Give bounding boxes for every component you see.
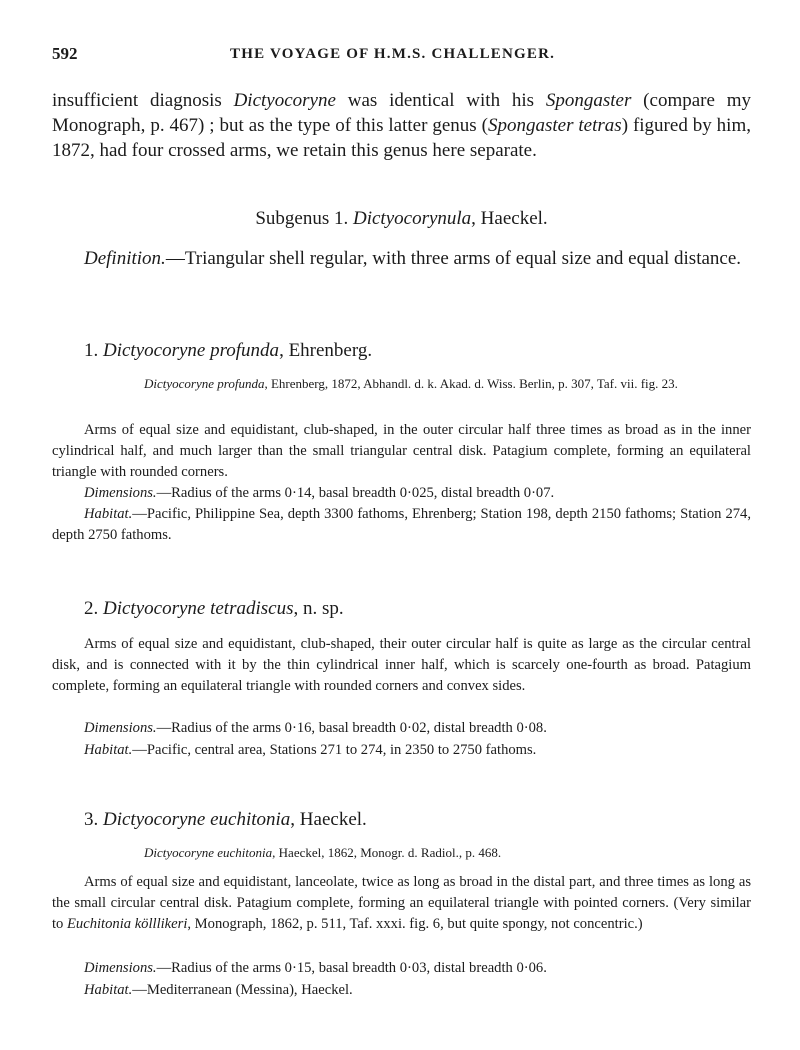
species-3-description: Arms of equal size and equidistant, lanceolate, twice as long as broad in the distal part, and three times as long as the small circular central disk. Patagium complete, forming an equilateral triangle with pointed corners. (Very similar to Euchitonia kölllikeri, Monograph, 1862, p. 511, Taf. xxxi. fig. 6, but quite spongy, not concentric.) bbox=[52, 874, 751, 932]
species-3-heading: 3. Dictyocoryne euchitonia, Haeckel. bbox=[84, 809, 367, 830]
species-3-dimensions: Dimensions.—Radius of the arms 0·15, basal breadth 0·03, distal breadth 0·06. bbox=[84, 960, 547, 976]
page-number: 592 bbox=[52, 44, 78, 63]
species-2-heading: 2. Dictyocoryne tetradiscus, n. sp. bbox=[84, 598, 344, 619]
page-header bbox=[52, 44, 752, 68]
species-1-dimensions: Dimensions.—Radius of the arms 0·14, basal breadth 0·025, distal breadth 0·07. bbox=[84, 485, 555, 501]
definition-label: Definition. bbox=[84, 248, 166, 269]
running-title: THE VOYAGE OF H.M.S. CHALLENGER. bbox=[230, 46, 556, 62]
species-1-habitat: Habitat.—Pacific, Philippine Sea, depth 3300 fathoms, Ehrenberg; Station 198, depth 2150 fathoms; Station 274, depth 2750 fathoms. bbox=[52, 506, 751, 543]
species-1-reference: Dictyocoryne profunda, Ehrenberg, 1872, Abhandl. d. k. Akad. d. Wiss. Berlin, p. 307, Taf. vii. fig. 23. bbox=[144, 376, 678, 391]
species-3-habitat: Habitat.—Mediterranean (Messina), Haeckel. bbox=[84, 982, 353, 998]
species-2-description: Arms of equal size and equidistant, club-shaped, their outer circular half is quite as large as the circular central disk, and is connected with it by the thin cylindrical inner half, which is scarcely one-fourth as broad. Patagium complete, forming an equilateral triangle with rounded corners and convex sides. bbox=[52, 636, 751, 694]
intro-paragraph: insufficient diagnosis Dictyocoryne was identical with his Spongaster (compare my Monograph, p. 467) ; but as the type of this latter genus (Spongaster tetras) figured by him, 1872, had four crossed arms, we retain this genus here separate. bbox=[52, 90, 751, 161]
species-2-habitat: Habitat.—Pacific, central area, Stations 271 to 274, in 2350 to 2750 fathoms. bbox=[84, 742, 537, 758]
species-3-reference: Dictyocoryne euchitonia, Haeckel, 1862, Monogr. d. Radiol., p. 468. bbox=[144, 845, 502, 860]
species-2-dimensions: Dimensions.—Radius of the arms 0·16, basal breadth 0·02, distal breadth 0·08. bbox=[84, 720, 547, 736]
species-1-description: Arms of equal size and equidistant, club-shaped, in the outer circular half three times as broad as in the inner cylindrical half, and much larger than the small triangular central disk. Patagium complete, forming an equilateral triangle with rounded corners. bbox=[52, 422, 751, 480]
species-1-heading: 1. Dictyocoryne profunda, Ehrenberg. bbox=[84, 340, 373, 361]
subgenus-heading: Subgenus 1. Dictyocorynula, Haeckel. bbox=[255, 208, 548, 229]
definition-paragraph: Definition.—Triangular shell regular, with three arms of equal size and equal distance. bbox=[84, 248, 742, 269]
